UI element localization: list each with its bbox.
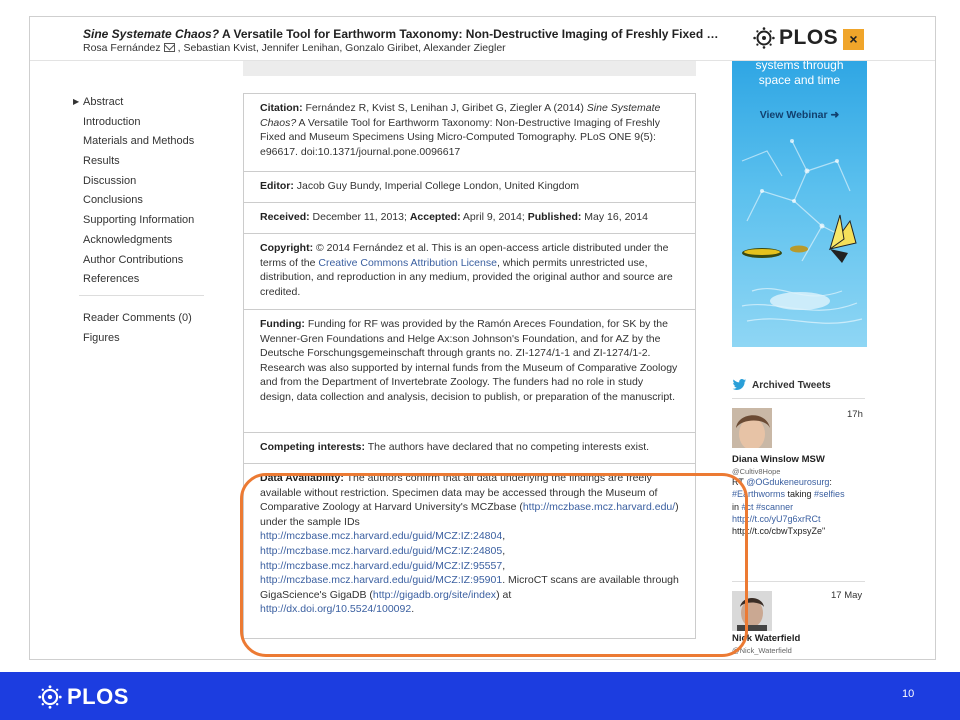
doi-link[interactable]: http://dx.doi.org/10.5524/100092 <box>260 603 412 616</box>
ad-line-1: systems through <box>755 61 844 72</box>
page-number: 10 <box>902 688 915 700</box>
ad-illustration <box>732 131 867 347</box>
slide-footer <box>0 672 960 720</box>
nav-item-acknowledgments[interactable]: Acknowledgments <box>83 233 173 246</box>
hashtag-link[interactable]: #Earthworms <box>732 489 786 500</box>
nav-divider <box>79 295 204 296</box>
webinar-ad[interactable] <box>732 61 867 347</box>
twitter-bird-icon <box>732 379 747 391</box>
mczbase-link[interactable]: http://mczbase.mcz.harvard.edu/ <box>522 501 676 514</box>
avatar-photo <box>732 408 772 448</box>
funding-section: Funding: Funding for RF was provided by the Ramón Areces Foundation, for SK by the Wenner-Gren Foundations and Helge Ax:son Johnson's Foundation, and for AZ by the Deutsche Forschungsgemeinschaft through grants no. ZI-1274/1-1 and ZI-1274/1-2. Research was also supported by internal funds from the Museum of Comparative Zoology and from the Department of Invertebrate Zoology. The funders had no role in study design, data collection and analysis, decision to publish, or preparation of the manuscript. <box>244 310 695 433</box>
tweet-divider <box>732 398 865 399</box>
article-header <box>30 17 935 61</box>
tweet-text: RT @OGdukeneurosurg: #Earthworms taking #selfies in #ct #scanner http://t.co/yU7g6xrRCt http://t.co/cbwTxpsyZe" <box>732 477 845 537</box>
nav-item-results[interactable]: Results <box>83 155 120 168</box>
butterfly-icon <box>830 215 856 263</box>
specimen-link-24804[interactable]: http://mczbase.mcz.harvard.edu/guid/MCZ:IZ:24804 <box>260 530 503 543</box>
article-nav <box>73 94 208 349</box>
fiber-cable-icon <box>770 292 830 310</box>
archived-tweets-heading: Archived Tweets <box>732 379 831 391</box>
nav-item-author-contributions[interactable]: Author Contributions <box>83 253 184 266</box>
dates-section: Received: December 11, 2013; Accepted: April 9, 2014; Published: May 16, 2014 <box>244 203 695 234</box>
nav-item-supporting-information[interactable]: Supporting Information <box>83 214 195 227</box>
tweet-author-handle[interactable]: @Nick_Waterfield <box>732 646 792 655</box>
tweet-time: 17 May <box>831 590 863 601</box>
article-title: Sine Systemate Chaos? A Versatile Tool for Earthworm Taxonomy: Non-Destructive Imaging of Freshly Fixed … <box>83 27 719 41</box>
avatar[interactable] <box>732 408 772 448</box>
view-webinar-link[interactable]: View Webinar ➜ <box>759 109 840 121</box>
browser-screenshot <box>29 16 936 660</box>
specimen-link-95557[interactable]: http://mczbase.mcz.harvard.edu/guid/MCZ:IZ:95557 <box>260 559 503 572</box>
copyright-section: Copyright: © 2014 Fernández et al. This is an open-access article distributed under the terms of the Creative Commons Attribution License, which permits unrestricted use, distribution, and reproduction in any medium, provided the original author and source are credited. <box>244 234 695 310</box>
caret-right-icon: ▶ <box>73 97 80 106</box>
specimen-link-95901[interactable]: http://mczbase.mcz.harvard.edu/guid/MCZ:IZ:95901 <box>260 574 503 587</box>
gigadb-link[interactable]: http://gigadb.org/site/index <box>372 588 497 601</box>
data-availability-section: Data Availability: The authors confirm that all data underlying the findings are freely available without restriction. Specimen data may be accessed through the Museum of Comparative Zoology at Harvard University's MCZbase (http://mczbase.mcz.harvard.edu/) under the sample IDs http://mczbase.mcz.harvard.edu/guid/MCZ:IZ:24804, http://mczbase.mcz.harvard.edu/guid/MCZ:IZ:24805, http://mczbase.mcz.harvard.edu/guid/MCZ:IZ:95557, http://mczbase.mcz.harvard.edu/guid/MCZ:IZ:95901. MicroCT scans are available through GigaScience's GigaDB (http://gigadb.org/site/index) at http://dx.doi.org/10.5524/100092. <box>260 472 679 616</box>
tweet-author-name[interactable]: Diana Winslow MSW <box>732 454 825 465</box>
ad-line-2: space and time <box>758 73 841 87</box>
nav-item-reader-comments[interactable]: Reader Comments (0) <box>83 311 192 324</box>
data-availability-highlight <box>240 473 748 657</box>
tweet-author-name[interactable]: Nick Waterfield <box>732 633 801 644</box>
tweet-url-link[interactable]: http://t.co/yU7g6xrRCt <box>732 513 821 524</box>
chrysalis-icon <box>790 246 808 253</box>
plos-header-logo[interactable]: PLOS <box>753 26 838 50</box>
nav-item-references[interactable]: References <box>83 273 140 286</box>
author-link[interactable]: Rosa Fernández <box>83 42 161 54</box>
close-button[interactable]: × <box>843 29 864 50</box>
tweet-divider <box>732 581 865 582</box>
nav-item-abstract[interactable]: ▶ Abstract <box>73 96 124 108</box>
article-authors: Rosa Fernández , Sebastian Kvist, Jennifer Lenihan, Gonzalo Giribet, Alexander Ziegler <box>83 42 506 54</box>
nav-item-conclusions[interactable]: Conclusions <box>83 194 143 207</box>
nav-item-materials-methods[interactable]: Materials and Methods <box>83 135 195 148</box>
plos-globe-icon <box>753 27 775 49</box>
hashtag-link[interactable]: #scanner <box>756 501 794 512</box>
nav-item-figures[interactable]: Figures <box>83 331 120 344</box>
article-tabs-bar <box>243 61 696 76</box>
email-icon[interactable] <box>164 43 175 52</box>
competing-interests-section: Competing interests: The authors have declared that no competing interests exist. <box>244 433 695 464</box>
citation-section: Citation: Fernández R, Kvist S, Lenihan J, Giribet G, Ziegler A (2014) Sine Systemate Chaos? A Versatile Tool for Earthworm Taxonomy: Non-Destructive Imaging of Freshly Fixed and Museum Specimens Using Micro-Computed Tomography. PLoS ONE 9(5): e96617. doi:10.1371/journal.pone.0096617 <box>244 94 695 172</box>
cc-license-link[interactable]: Creative Commons Attribution License <box>318 256 497 269</box>
hashtag-link[interactable]: #selfies <box>814 489 845 500</box>
specimen-link-24805[interactable]: http://mczbase.mcz.harvard.edu/guid/MCZ:IZ:24805 <box>260 544 503 557</box>
editor-section: Editor: Jacob Guy Bundy, Imperial College London, United Kingdom <box>244 172 695 203</box>
mention-link[interactable]: @OGdukeneurosurg <box>746 477 830 487</box>
nav-item-discussion[interactable]: Discussion <box>83 174 137 187</box>
tweet-time: 17h <box>847 409 863 420</box>
hashtag-link[interactable]: #ct <box>741 501 754 512</box>
plos-globe-icon <box>38 685 62 709</box>
caterpillar-icon <box>742 248 782 258</box>
tweet-author-handle[interactable]: @Cultiv8Hope <box>732 467 781 476</box>
play-circle-icon: ➜ <box>830 109 840 121</box>
plos-footer-logo: PLOS <box>38 684 129 710</box>
nav-item-introduction[interactable]: Introduction <box>83 115 141 128</box>
